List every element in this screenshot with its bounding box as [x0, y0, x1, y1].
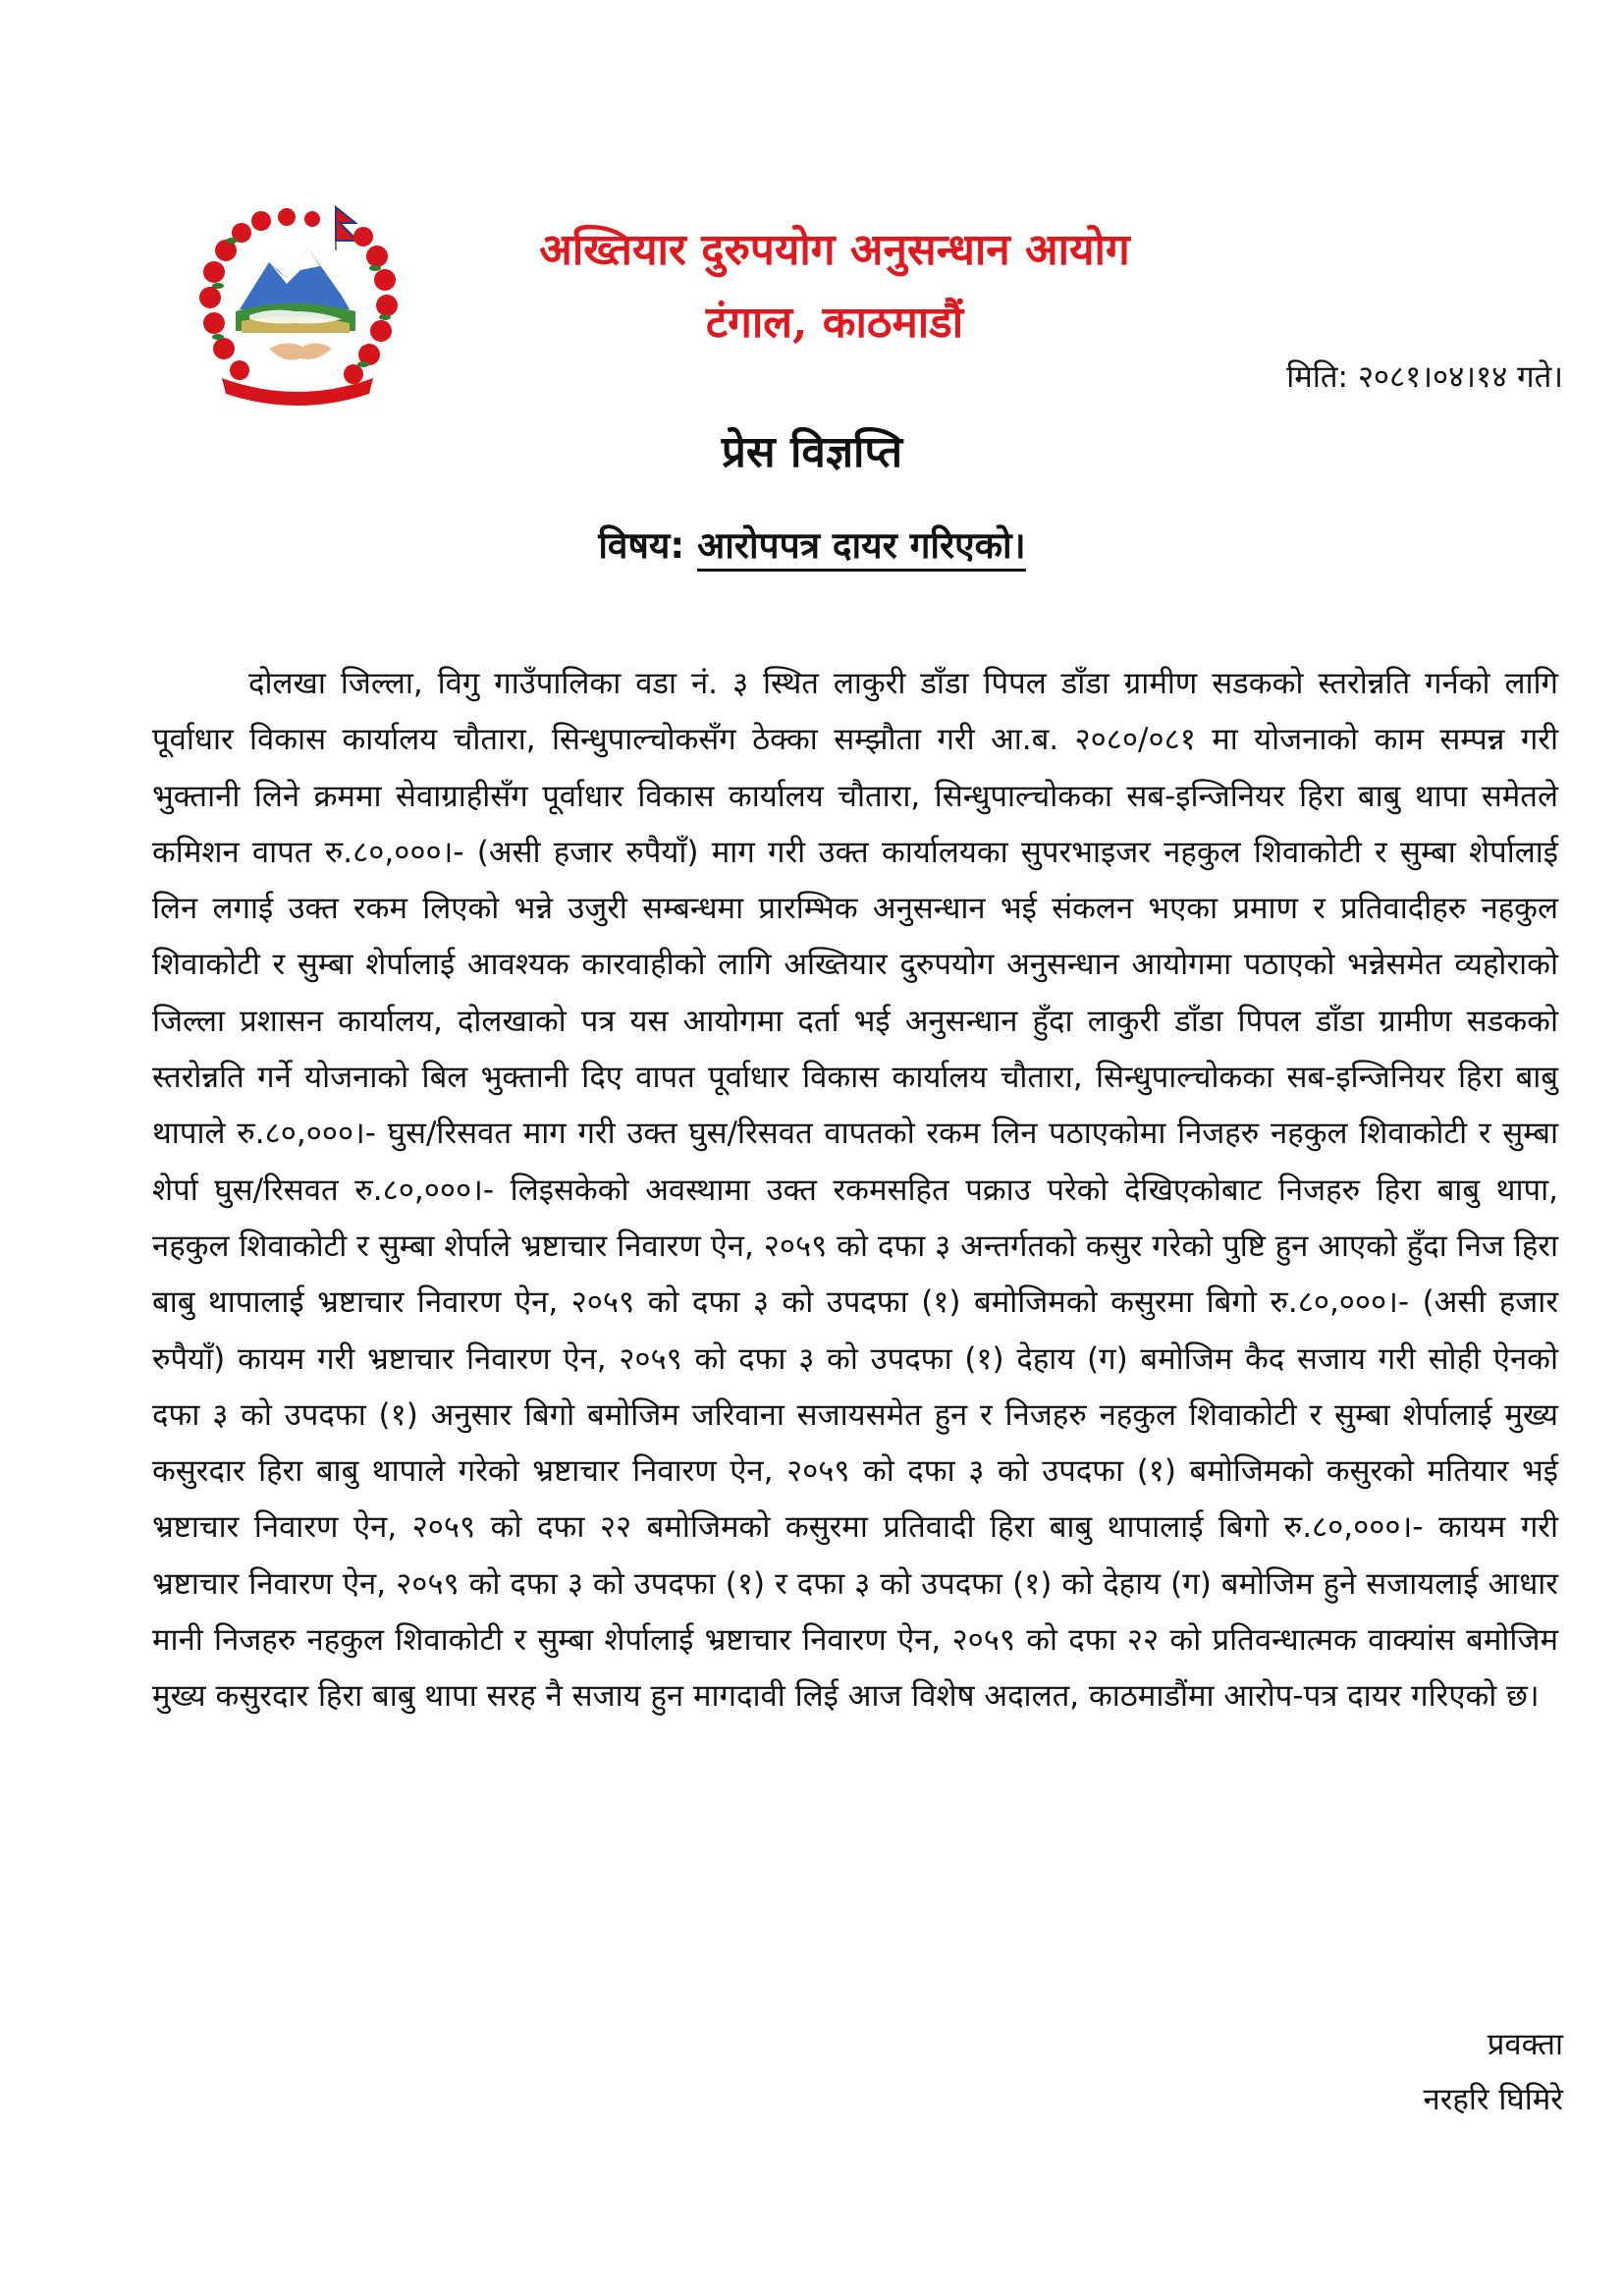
- press-release-title: प्रेस विज्ञप्ति: [721, 427, 903, 477]
- document-date: मिति: २०८१।०४।१४ गते।: [1286, 359, 1563, 395]
- press-release-body: दोलखा जिल्ला, विगु गाउँपालिका वडा नं. ३ स्थित लाकुरी डाँडा पिपल डाँडा ग्रामीण सडकको स्तरोन्नति गर्नको लागि पूर्वाधार विकास कार्यालय चौतारा, सिन्धुपाल्चोकसँग ठेक्का सम्झौता गरी आ.ब. २०८०/०८१ मा योजनाको काम सम्पन्न गरी भुक्तानी लिने क्रममा सेवाग्राहीसँग पूर्वाधार विकास कार्यालय चौतारा, सिन्धुपाल्चोकका सब-इन्जिनियर हिरा बाबु थापा समेतले कमिशन वापत रु.८०,०००।- (असी हजार रुपैयाँ) माग गरी उक्त कार्यालयका सुपरभाइजर नहकुल शिवाकोटी र सुम्बा शेर्पालाई लिन लगाई उक्त रकम लिएको भन्ने उजुरी सम्बन्धमा प्रारम्भिक अनुसन्धान भई संकलन भएका प्रमाण र प्रतिवादीहरु नहकुल शिवाकोटी र सुम्बा शेर्पालाई आवश्यक कारवाहीको लागि अख्तियार दुरुपयोग अनुसन्धान आयोगमा पठाएको भन्नेसमेत व्यहोराको जिल्ला प्रशासन कार्यालय, दोलखाको पत्र यस आयोगमा दर्ता भई अनुसन्धान हुँदा लाकुरी डाँडा पिपल डाँडा ग्रामीण सडकको स्तरोन्नति गर्ने योजनाको बिल भुक्तानी दिए वापत पूर्वाधार विकास कार्यालय चौतारा, सिन्धुपाल्चोकका सब-इन्जिनियर हिरा बाबु थापाले रु.८०,०००।- घुस/रिसवत माग गरी उक्त घुस/रिसवत वापतको रकम लिन पठाएकोमा निजहरु नहकुल शिवाकोटी र सुम्बा शेर्पा घुस/रिसवत रु.८०,०००।- लिइसकेको अवस्थामा उक्त रकमसहित पक्राउ परेको देखिएकोबाट निजहरु हिरा बाबु थापा, नहकुल शिवाकोटी र सुम्बा शेर्पाले भ्रष्टाचार निवारण ऐन, २०५९ को दफा ३ अन्तर्गतको कसुर गरेको पुष्टि हुन आएको हुँदा निज हिरा बाबु थापालाई भ्रष्टाचार निवारण ऐन, २०५९ को दफा ३ को उपदफा (१) बमोजिमको कसुरमा बिगो रु.८०,०००।- (असी हजार रुपैयाँ) कायम गरी भ्रष्टाचार निवारण ऐन, २०५९ को दफा ३ को उपदफा (१) देहाय (ग) बमोजिम कैद सजाय गरी सोही ऐनको दफा ३ को उपदफा (१) अनुसार बिगो बमोजिम जरिवाना सजायसमेत हुन र निजहरु नहकुल शिवाकोटी र सुम्बा शेर्पालाई मुख्य कसुरदार हिरा बाबु थापाले गरेको भ्रष्टाचार निवारण ऐन, २०५९ को दफा ३ को उपदफा (१) बमोजिमको कसुरको मतियार भई भ्रष्टाचार निवारण ऐन, २०५९ को दफा २२ बमोजिमको कसुरमा प्रतिवादी हिरा बाबु थापालाई बिगो रु.८०,०००।- कायम गरी भ्रष्टाचार निवारण ऐन, २०५९ को दफा ३ को उपदफा (१) र दफा ३ को उपदफा (१) को देहाय (ग) बमोजिम हुने सजायलाई आधार मानी निजहरु नहकुल शिवाकोटी र सुम्बा शेर्पालाई भ्रष्टाचार निवारण ऐन, २०५९ को दफा २२ को प्रतिवन्धात्मक वाक्यांस बमोजिम मुख्य कसुरदार हिरा बाबु थापा सरह नै सजाय हुन मागदावी लिई आज विशेष अदालत, काठमाडौंमा आरोप-पत्र दायर गरिएको छ।: [152, 666, 1558, 1715]
- signature-block: [1423, 2017, 1563, 2127]
- signatory-role: प्रवक्ता: [1487, 2027, 1563, 2062]
- organization-location: टंगाल, काठमाडौं: [705, 298, 964, 348]
- subject-text: आरोपपत्र दायर गरिएको।: [697, 524, 1026, 572]
- subject-label: विषय:: [598, 524, 698, 567]
- nepal-national-emblem-icon: [192, 201, 403, 411]
- organization-title: अख्तियार दुरुपयोग अनुसन्धान आयोग: [539, 225, 1130, 275]
- subject-line: [0, 519, 1624, 569]
- signatory-name: नरहरि घिमिरे: [1423, 2082, 1563, 2117]
